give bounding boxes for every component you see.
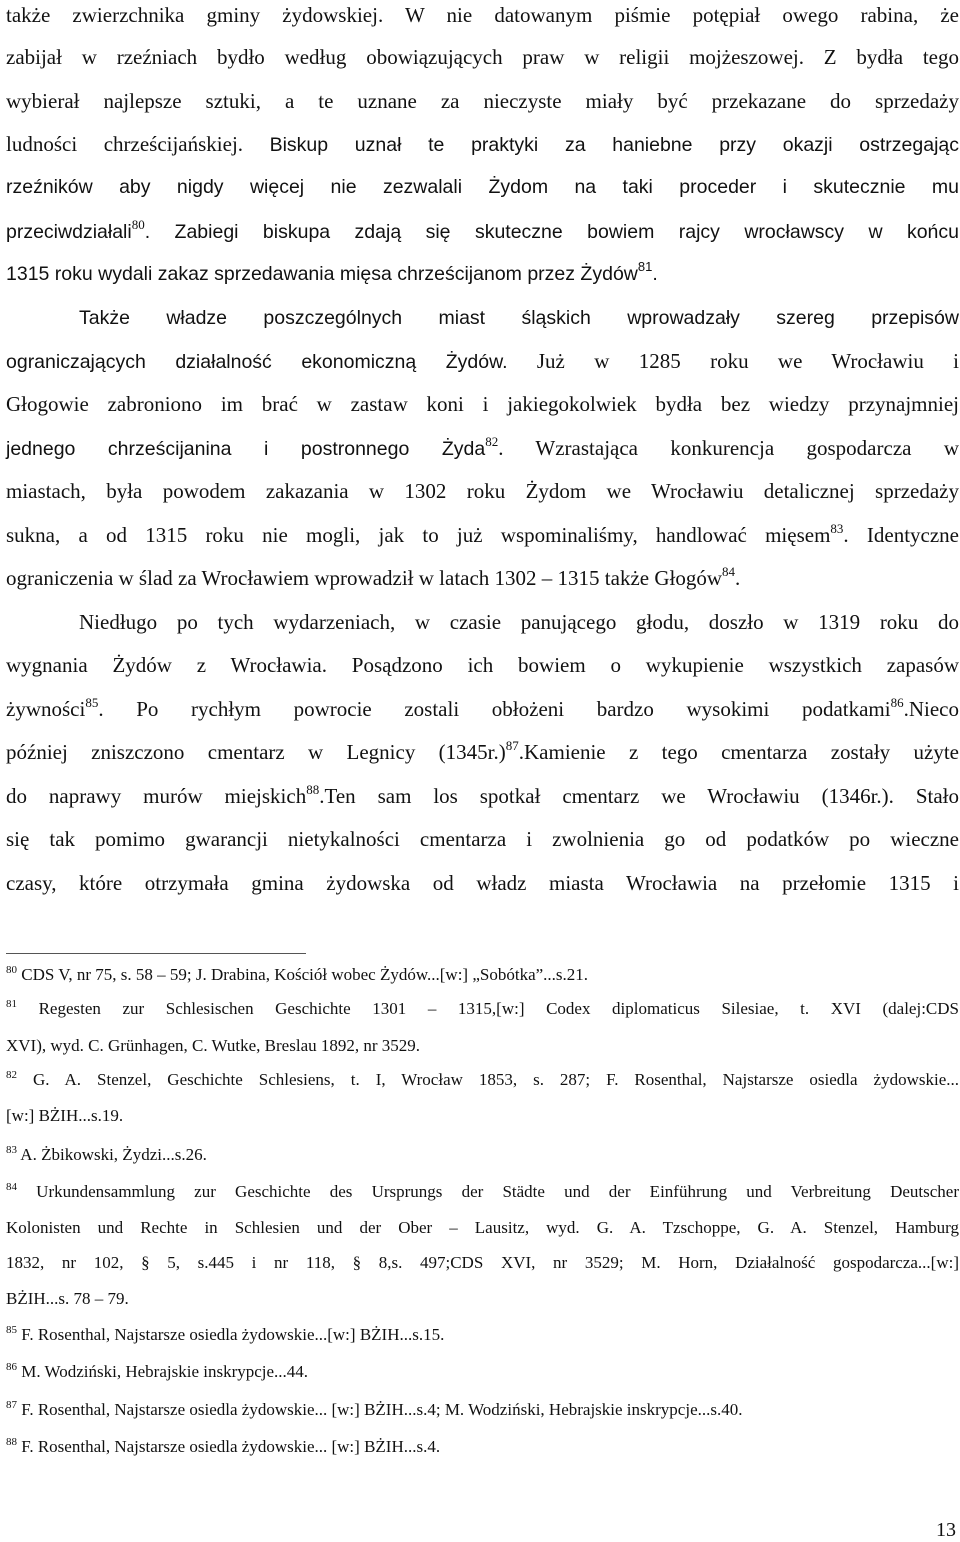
text-line: ludności chrześcijańskiej. Biskup uznał te praktyki za haniebne przy okazji ostrzegając [6,132,960,156]
footnote: $^{86}$ M. Wodziński, Hebrajskie inskrypcje...44. [6,1361,309,1381]
text-line: Także władze poszczególnych miast śląskich wprowadzały szereg przepisów [79,307,959,329]
text-line: wybierał najlepsze sztuki, a te uznane za nieczyste miały być przekazane do sprzedaży [6,89,959,113]
footnote: $^{82}$ G. A. Stenzel, Geschichte Schlesiens, t. I, Wrocław 1853, s. 287; F. Rosenthal, Najstarsze osiedla żydowskie... [6,1069,959,1089]
text-line: Niedługo po tych wydarzeniach, w czasie panującego głodu, doszło w 1319 roku do [79,610,959,634]
text-line: jednego chrześcijanina i postronnego Żyda$^{82}$. Wzrastająca konkurencja gospodarcza w [6,434,959,460]
text-line: rzeźników aby nigdy więcej nie zezwalali Żydom na taki proceder i skutecznie mu [6,176,959,198]
text-line: ograniczających działalność ekonomiczną Żydów. Już w 1285 roku we Wrocławiu i [6,349,959,373]
footnote: $^{84}$ Urkundensammlung zur Geschichte des Ursprungs der Städte und der Einführung und Verbreitung Deutscher [6,1181,959,1201]
page-number: 13 [936,1519,956,1541]
text-line: sukna, a od 1315 roku nie mogli, jak to już wspominaliśmy, handlować mięsem$^{83}$. Identyczne [6,521,959,547]
text-line: przeciwdziałali$^{80}$. Zabiegi biskupa zdają się skuteczne bowiem rajcy wrocławscy w końcu [6,217,959,243]
footnote: $^{85}$ F. Rosenthal, Najstarsze osiedla żydowskie...[w:] BŻIH...s.15. [6,1324,445,1344]
footnote: $^{83}$ A. Żbikowski, Żydzi...s.26. [6,1144,207,1164]
footnote: $^{80}$ CDS V, nr 75, s. 58 – 59; J. Drabina, Kościół wobec Żydów...[w:] „Sobótka”...s.21. [6,964,589,984]
text-line: Głogowie zabroniono im brać w zastaw koni i jakiegokolwiek bydła bez wiedzy przynajmniej [6,392,959,416]
footnote-ref: 86 [890,695,904,710]
footnote-continuation: [w:] BŻIH...s.19. [6,1106,124,1125]
text-line: czasy, które otrzymała gmina żydowska od władz miasta Wrocławia na przełomie 1315 i [6,871,959,895]
footnote-ref: 82 [485,434,499,449]
text-line: do naprawy murów miejskich$^{88}$.Ten sam los spotkał cmentarz we Wrocławiu (1346r.). Stało [6,782,960,808]
text-line: wygnania Żydów z Wrocławia. Posądzono ich bowiem o wykupienie wszystkich zapasów [6,653,959,677]
footnote-ref: 83 [830,521,844,536]
text-line: żywności$^{85}$. Po rychłym powrocie zostali obłożeni bardzo wysokimi podatkami$^{86}$.Nieco [6,695,959,721]
footnote-continuation: 1832, nr 102, § 5, s.445 i nr 118, § 8,s. 497;CDS XVI, nr 3529; M. Horn, Działalność gospodarcza...[w:] [6,1253,959,1272]
footnote-ref: 81 [637,259,653,274]
footnote-continuation: XVI), wyd. C. Grünhagen, C. Wutke, Breslau 1892, nr 3529. [6,1036,421,1055]
footnote-separator [6,953,306,954]
footnote: $^{81}$ Regesten zur Schlesischen Geschichte 1301 – 1315,[w:] Codex diplomaticus Silesiae, t. XVI (dalej:CDS [6,998,959,1018]
text-line: zabijał w rzeźniach bydło według obowiązujących praw w religii mojżeszowej. Z bydła tego [6,45,959,69]
footnote-continuation: BŻIH...s. 78 – 79. [6,1289,129,1308]
footnote-ref: 87 [505,738,519,753]
text-line: miastach, była powodem zakazania w 1302 roku Żydom we Wrocławiu detalicznej sprzedaży [6,479,959,503]
text-line: później zniszczono cmentarz w Legnicy $(1345r.)^{87}.Kamienie$ z tego cmentarza zostały użyte [6,738,959,764]
footnote: $^{88}$ F. Rosenthal, Najstarsze osiedla żydowskie... [w:] BŻIH...s.4. [6,1436,441,1456]
text-line: 1315 roku wydali zakaz sprzedawania mięsa chrześcijanom przez Żydów$^{81}$. [6,259,658,285]
text-line: także zwierzchnika gminy żydowskiej. W nie datowanym piśmie potępiał owego rabina, że [6,3,959,27]
footnote-ref: 85 [85,695,99,710]
footnote-ref: 84 [722,564,736,579]
text-line: się tak pomimo gwarancji nietykalności cmentarza i zwolnienia go od podatków po wieczne [6,827,959,851]
footnote-ref: 88 [306,782,320,797]
text-line: ograniczenia w ślad za Wrocławiem wprowadził w latach 1302 – 1315 także Głogów$^{84}$. [6,564,741,590]
footnote-continuation: Kolonisten und Rechte in Schlesien und der Ober – Lausitz, wyd. G. A. Tzschoppe, G. A. Stenzel, Hamburg [6,1218,959,1237]
footnote-ref: 80 [131,217,145,232]
footnote: $^{87}$ F. Rosenthal, Najstarsze osiedla żydowskie... [w:] BŻIH...s.4; M. Wodziński, Hebrajskie inskrypcje...s.40. [6,1399,743,1419]
